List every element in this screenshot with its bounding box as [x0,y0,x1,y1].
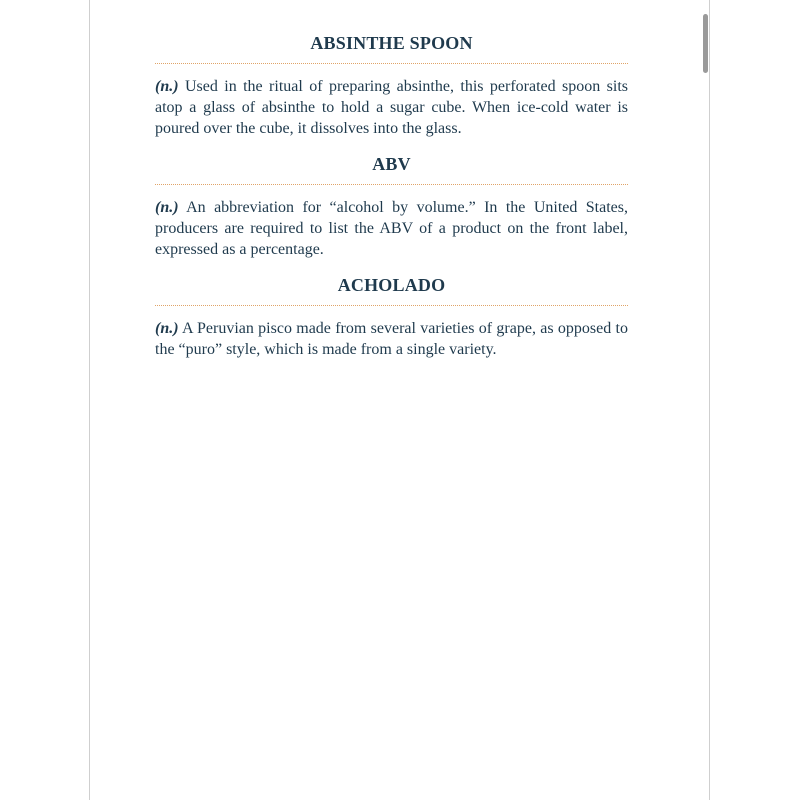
glossary-entry-acholado [155,272,628,360]
entry-term: ACHOLADO [337,275,446,295]
glossary-entry-abv [155,151,628,260]
definition-text: A Peruvian pisco made from several varieties of grape, as opposed to the “puro” style, which is made from a single variety. [155,320,628,358]
glossary-entry-absinthe-spoon [155,30,628,139]
dotted-divider [155,305,628,306]
entry-term: ABV [372,154,411,174]
scrollbar-thumb[interactable] [703,14,708,73]
entry-definition [155,197,628,260]
entry-definition [155,318,628,360]
glossary-entries [155,30,628,360]
part-of-speech: (n.) [155,199,179,216]
part-of-speech: (n.) [155,320,179,337]
entry-definition [155,76,628,139]
dotted-divider [155,184,628,185]
definition-text: An abbreviation for “alcohol by volume.” In the United States, producers are required to list the ABV of a product on the front label, expressed as a percentage. [155,199,629,258]
definition-text: Used in the ritual of preparing absinthe, this perforated spoon sits atop a glass of absinthe to hold a sugar cube. When ice-cold water is poured over the cube, it dissolves into the glass. [155,78,629,137]
part-of-speech: (n.) [155,78,179,95]
entry-term: ABSINTHE SPOON [310,33,473,53]
dotted-divider [155,63,628,64]
